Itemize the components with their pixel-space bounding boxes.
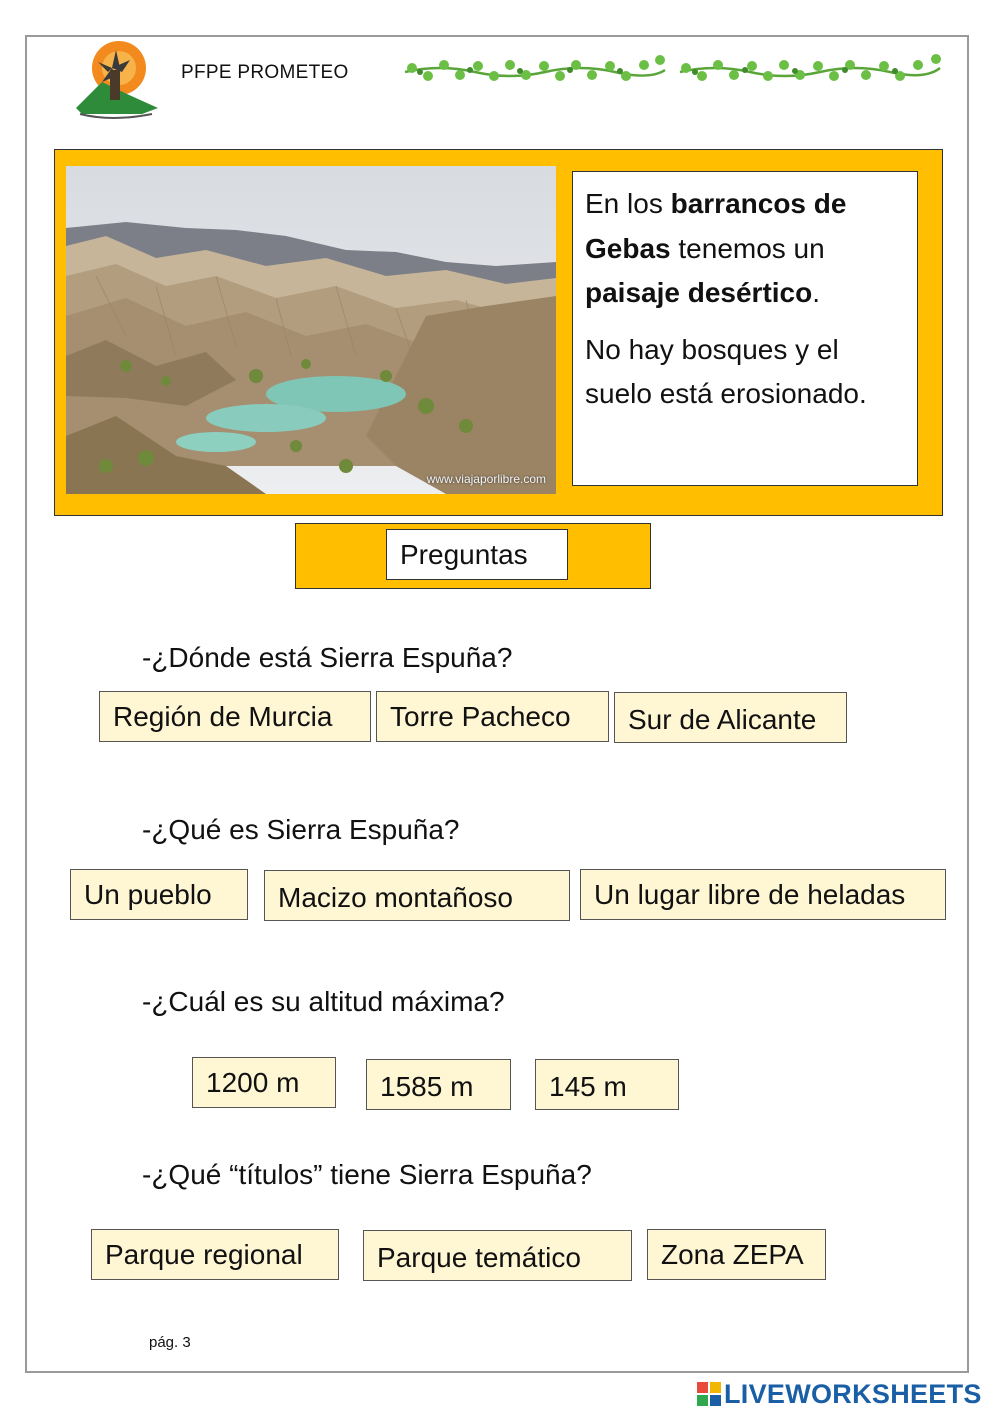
info-text-box <box>572 171 918 486</box>
answer-option[interactable]: 1585 m <box>366 1059 511 1110</box>
brand-name: LIVEWORKSHEETS <box>724 1378 982 1409</box>
answer-option[interactable]: Sur de Alicante <box>614 692 847 743</box>
intro-text: . <box>812 277 821 308</box>
answer-option[interactable]: 1200 m <box>192 1057 336 1108</box>
questions-title: Preguntas <box>386 529 568 580</box>
intro-paragraph-1 <box>585 182 905 316</box>
intro-text: tenemos un <box>670 232 825 264</box>
intro-bold-place: barrancos de Gebas <box>585 188 847 264</box>
liveworksheets-brand[interactable] <box>697 1378 982 1410</box>
vine-decoration <box>400 50 945 90</box>
answer-option[interactable]: Zona ZEPA <box>647 1229 826 1280</box>
question-2: -¿Qué es Sierra Espuña? <box>142 814 460 845</box>
answer-option[interactable]: 145 m <box>535 1059 679 1110</box>
answer-option[interactable]: Macizo montañoso <box>264 870 570 921</box>
intro-paragraph-2: No hay bosques y el suelo está erosionado. <box>585 333 867 409</box>
school-name: PFPE PROMETEO <box>181 62 349 83</box>
answer-option[interactable]: Un lugar libre de heladas <box>580 869 946 920</box>
liveworksheets-logo-icon <box>697 1382 721 1406</box>
question-1: -¿Dónde está Sierra Espuña? <box>142 642 513 673</box>
page-number: pág. 3 <box>149 1334 191 1351</box>
answer-option[interactable]: Región de Murcia <box>99 691 371 742</box>
intro-text: En los <box>585 188 671 219</box>
answer-option[interactable]: Parque regional <box>91 1229 339 1280</box>
answer-option[interactable]: Parque temático <box>363 1230 632 1281</box>
photo-credit: www.viajaporlibre.com <box>426 472 546 486</box>
intro-bold-landscape: paisaje desértico <box>585 277 813 308</box>
answer-option[interactable]: Torre Pacheco <box>376 691 609 742</box>
badlands-photo <box>66 166 556 494</box>
school-logo <box>72 38 162 120</box>
answer-option[interactable]: Un pueblo <box>70 869 248 920</box>
question-3: -¿Cuál es su altitud máxima? <box>142 986 505 1017</box>
question-4: -¿Qué “títulos” tiene Sierra Espuña? <box>142 1159 592 1190</box>
